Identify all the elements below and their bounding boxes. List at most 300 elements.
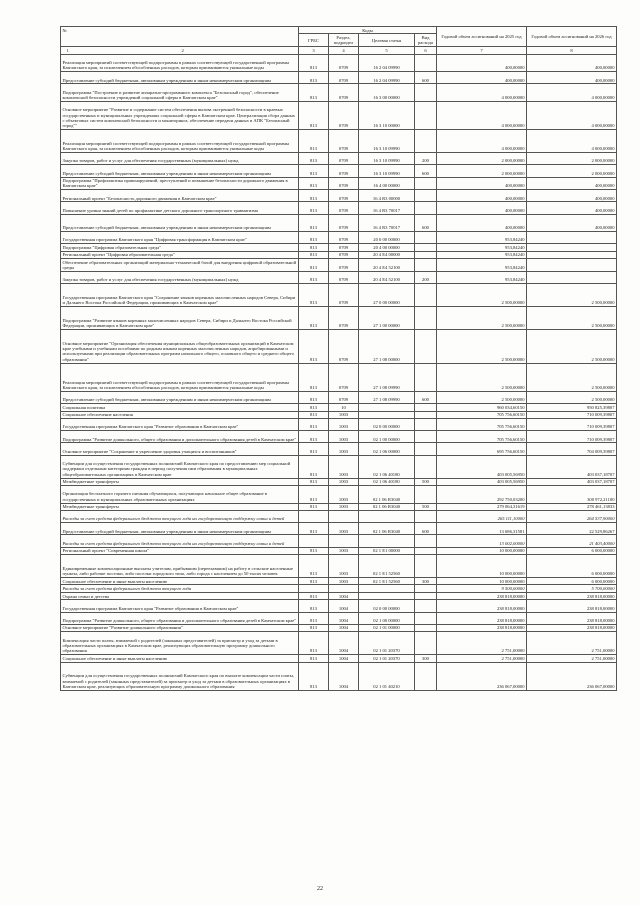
row-name: Основное мероприятие "Организация обеспечения муниципальных общеобразовательных организаций в Камчатском крае учебными и учебными пособиями по родным языкам коренных малочисленных народов, апробированными и используемыми при реализации образовательных программ начального общего, основного общего и среднего общего образования": [61, 330, 299, 364]
row-amount-2025: 2 500,00000: [437, 363, 527, 391]
row-amount-2025: 2 000,00000: [437, 153, 527, 165]
row-amount-2026: 400,00000: [527, 54, 617, 72]
row-amount-2025: 238 818,00000: [437, 592, 527, 599]
row-section: 0709: [329, 391, 359, 403]
row-amount-2025: 953,84240: [437, 251, 527, 258]
row-amount-2025: 238 818,00000: [437, 624, 527, 631]
row-section: [329, 585, 359, 592]
row-grbs: 813: [299, 411, 329, 418]
row-amount-2025: 2 500,00000: [437, 284, 527, 307]
row-name: Подпрограмма "Развитие дошкольного, общего образования и дополнительного образования детей в Камчатском крае": [61, 612, 299, 624]
table-row: [61, 523, 617, 535]
row-amount-2026: 400,00000: [527, 177, 617, 190]
row-amount-2026: 2 000,00000: [527, 153, 617, 165]
row-name: Субвенции для осуществления государственных полномочий Камчатского края по выплате компенсации части платы, взимаемой с родителей (законных представителей) за присмотр и уход за детьми в образовательных организациях в Камчатском крае, реализующих образовательную программу дошкольного образования: [61, 662, 299, 690]
row-amount-2025: 400,00000: [437, 202, 527, 214]
row-amount-2025: 705 756,60150: [437, 419, 527, 431]
row-amount-2026: 6 000,00000: [527, 547, 617, 554]
row-expense-type: [415, 363, 437, 391]
row-grbs: 813: [299, 478, 329, 485]
row-section: 0709: [329, 259, 359, 272]
row-amount-2026: 236 067,00000: [527, 662, 617, 690]
table-row: [61, 153, 617, 165]
row-grbs: 813: [299, 284, 329, 307]
budget-table: [60, 26, 617, 691]
row-grbs: 813: [299, 486, 329, 504]
row-name: Региональный проект "Цифровая образовательная среда": [61, 251, 299, 258]
table-row: [61, 419, 617, 431]
row-grbs: 813: [299, 130, 329, 153]
row-section: 0709: [329, 307, 359, 330]
row-name: Предоставление субсидий бюджетным, автономным учреждениям и иным некоммерческим организациям: [61, 72, 299, 84]
row-amount-2025: 695 756,60150: [437, 443, 527, 455]
row-section: 0709: [329, 363, 359, 391]
row-amount-2025: 953,84240: [437, 259, 527, 272]
row-grbs: 813: [299, 190, 329, 202]
row-amount-2025: 10 000,00000: [437, 547, 527, 554]
row-target-article: 16 4 R3 70017: [359, 214, 415, 232]
row-name: Социальное обеспечение и иные выплаты населению: [61, 655, 299, 662]
row-name: Реализация мероприятий соответствующей подпрограммы в рамках соответствующей государственной программы Камчатского края, за исключением обособленных расходов, которым присваиваются уникальные коды: [61, 363, 299, 391]
row-section: 0709: [329, 84, 359, 102]
row-section: 1003: [329, 523, 359, 535]
column-number-name: [61, 47, 299, 54]
row-expense-type: [415, 259, 437, 272]
row-target-article: 16 3 10 00000: [359, 101, 415, 129]
row-grbs: 813: [299, 624, 329, 631]
table-row: [61, 511, 617, 523]
row-target-article: [359, 592, 415, 599]
row-expense-type: [415, 419, 437, 431]
row-section: 0709: [329, 284, 359, 307]
header-target: Целевая статья: [359, 34, 415, 47]
header-grbs: ГРБС: [299, 34, 329, 47]
row-amount-2026: [527, 272, 617, 284]
table-row: [61, 612, 617, 624]
row-target-article: 16 3 10 09990: [359, 130, 415, 153]
row-target-article: 20 4 E4 52100: [359, 272, 415, 284]
row-grbs: 813: [299, 431, 329, 443]
row-expense-type: 600: [415, 165, 437, 177]
row-amount-2026: 2 000,00000: [527, 165, 617, 177]
table-row: [61, 478, 617, 485]
row-target-article: 02 1 01 20370: [359, 655, 415, 662]
row-amount-2026: 2 500,00000: [527, 391, 617, 403]
row-expense-type: 200: [415, 153, 437, 165]
row-section: 0709: [329, 54, 359, 72]
row-amount-2025: 236 067,00000: [437, 662, 527, 690]
row-name: Государственная программа Камчатского края "Цифровая трансформация в Камчатском крае": [61, 232, 299, 244]
table-row: [61, 486, 617, 504]
row-name: Единовременные компенсационные выплаты учителям, прибывшим (переехавшим) на работу в сельские населенные пункты, либо рабочие поселки, либо поселки городского типа, либо города с населением до 50 тысяч человек: [61, 555, 299, 578]
row-section: 1003: [329, 503, 359, 510]
row-amount-2025: 400,00000: [437, 54, 527, 72]
row-amount-2026: [527, 244, 617, 251]
row-expense-type: [415, 486, 437, 504]
row-amount-2025: 292 750,03200: [437, 486, 527, 504]
table-row: [61, 391, 617, 403]
table-row: [61, 284, 617, 307]
row-amount-2026: 238 818,00000: [527, 600, 617, 612]
row-expense-type: [415, 404, 437, 411]
table-row: [61, 555, 617, 578]
row-amount-2025: 13 686,31581: [437, 523, 527, 535]
row-target-article: 20 0 00 00000: [359, 232, 415, 244]
row-grbs: 813: [299, 600, 329, 612]
table-row: [61, 101, 617, 129]
row-expense-type: [415, 535, 437, 547]
row-grbs: 813: [299, 101, 329, 129]
row-name: Реализация мероприятий соответствующей подпрограммы в рамках соответствующей государственной программы Камчатского края, за исключением обособленных расходов, которым присваиваются уникальные коды: [61, 130, 299, 153]
row-expense-type: 600: [415, 214, 437, 232]
row-expense-type: 600: [415, 391, 437, 403]
header-section: Раздел, подраздел: [329, 34, 359, 47]
table-row: [61, 251, 617, 258]
column-number: 5: [359, 47, 415, 54]
row-grbs: 813: [299, 503, 329, 510]
row-amount-2026: 4 000,00000: [527, 101, 617, 129]
row-amount-2025: 10 000,00000: [437, 555, 527, 578]
row-target-article: 02 1 06 40180: [359, 478, 415, 485]
row-section: 1004: [329, 632, 359, 655]
row-name: Государственная программа Камчатского края "Развитие образования в Камчатском крае": [61, 419, 299, 431]
row-expense-type: [415, 431, 437, 443]
row-target-article: 27 1 08 09990: [359, 363, 415, 391]
row-target-article: 16 4 00 00000: [359, 177, 415, 190]
row-name: Субвенции для осуществления государственных полномочий Камчатского края по предоставлению мер социальной поддержки отдельным категориям граждан в период получения ими образования в муниципальных общеобразовательных организациях в Камчатском крае: [61, 455, 299, 478]
row-amount-2025: 403 005,56950: [437, 455, 527, 478]
row-name: Государственная программа Камчатского края "Развитие образования в Камчатском крае": [61, 600, 299, 612]
row-name: Подпрограмма "Цифровая образовательная среда": [61, 244, 299, 251]
row-amount-2026: 22 529,86267: [527, 523, 617, 535]
table-row: [61, 244, 617, 251]
row-section: 1003: [329, 478, 359, 485]
row-grbs: 813: [299, 455, 329, 478]
row-target-article: 02 1 00 00000: [359, 431, 415, 443]
row-target-article: 27 0 00 00000: [359, 284, 415, 307]
row-amount-2026: 238 818,00000: [527, 592, 617, 599]
table-row: [61, 632, 617, 655]
table-row: [61, 404, 617, 411]
row-expense-type: [415, 330, 437, 364]
table-body: [61, 54, 617, 690]
row-amount-2026: 710 009,39807: [527, 419, 617, 431]
row-amount-2026: 2 500,00000: [527, 307, 617, 330]
row-amount-2026: 264 537,90000: [527, 511, 617, 523]
row-target-article: 16 3 00 00000: [359, 84, 415, 102]
row-name: Предоставление субсидий бюджетным, автономным учреждениям и иным некоммерческим организациям: [61, 391, 299, 403]
table-row: [61, 655, 617, 662]
row-expense-type: [415, 54, 437, 72]
table-header-row: [61, 27, 617, 34]
row-amount-2026: 278 461,13833: [527, 503, 617, 510]
row-section: 1003: [329, 455, 359, 478]
row-section: 0709: [329, 244, 359, 251]
row-amount-2025: 2 000,00000: [437, 165, 527, 177]
row-name: Подпрограмма "Построение и развитие аппаратно-программного комплекса "Безопасный город", обеспечение комплексной безопасности учреждений социальной сферы в Камчатском крае": [61, 84, 299, 102]
row-target-article: 02 1 06 40180: [359, 455, 415, 478]
row-expense-type: [415, 232, 437, 244]
row-expense-type: [415, 547, 437, 554]
row-amount-2026: [527, 251, 617, 258]
row-grbs: 813: [299, 419, 329, 431]
row-amount-2025: 4 000,00000: [437, 84, 527, 102]
row-expense-type: [415, 624, 437, 631]
table-row: [61, 272, 617, 284]
row-grbs: 813: [299, 272, 329, 284]
row-section: 1003: [329, 577, 359, 584]
row-name: Социальное обеспечение и иные выплаты населению: [61, 577, 299, 584]
row-target-article: 02 1 06 R3040: [359, 503, 415, 510]
row-section: 0709: [329, 251, 359, 258]
row-amount-2025: 9 500,00000: [437, 585, 527, 592]
row-grbs: 813: [299, 632, 329, 655]
row-amount-2025: 238 818,00000: [437, 600, 527, 612]
table-row: [61, 455, 617, 478]
row-expense-type: 500: [415, 478, 437, 485]
row-section: 0709: [329, 177, 359, 190]
column-number: 6: [415, 47, 437, 54]
row-amount-2025: 705 756,60150: [437, 431, 527, 443]
row-section: 0709: [329, 153, 359, 165]
row-amount-2026: 238 818,00000: [527, 624, 617, 631]
table-row: [61, 232, 617, 244]
row-section: 1003: [329, 431, 359, 443]
row-section: 1003: [329, 443, 359, 455]
row-expense-type: 200: [415, 272, 437, 284]
table-row: [61, 592, 617, 599]
row-target-article: 16 4 R3 70017: [359, 202, 415, 214]
row-amount-2025: 279 064,31619: [437, 503, 527, 510]
row-name: Охрана семьи и детства: [61, 592, 299, 599]
header-2026: Годовой объем ассигнований на 2026 год: [527, 27, 617, 47]
row-grbs: 813: [299, 330, 329, 364]
row-expense-type: [415, 455, 437, 478]
row-expense-type: [415, 190, 437, 202]
table-row: [61, 547, 617, 554]
row-name: Организация бесплатного горячего питания обучающихся, получающих начальное общее образование в государственных и муниципальных образовательных организациях: [61, 486, 299, 504]
row-expense-type: 600: [415, 523, 437, 535]
row-grbs: 813: [299, 259, 329, 272]
row-grbs: 813: [299, 177, 329, 190]
row-name: Межбюджетные трансферты: [61, 478, 299, 485]
row-target-article: 02 1 01 20370: [359, 632, 415, 655]
row-amount-2025: 960 034,60150: [437, 404, 527, 411]
row-grbs: 813: [299, 404, 329, 411]
table-row: [61, 585, 617, 592]
row-amount-2026: 4 000,00000: [527, 130, 617, 153]
header-codes-group: Коды: [299, 27, 437, 34]
table-row: [61, 662, 617, 690]
row-expense-type: [415, 443, 437, 455]
row-section: 1003: [329, 486, 359, 504]
table-row: [61, 307, 617, 330]
row-target-article: 02 0 00 00000: [359, 600, 415, 612]
row-amount-2025: 400,00000: [437, 177, 527, 190]
row-section: 0709: [329, 130, 359, 153]
table-row: [61, 165, 617, 177]
row-amount-2026: 238 818,00000: [527, 612, 617, 624]
row-expense-type: 300: [415, 577, 437, 584]
row-name: Основное мероприятие "Развитие и содержание систем обеспечения вызова экстренной безопасности в краевых государственных и муниципальных учреждениях социальной сферы в Камчатском крае. Централизация сбора данных с объектовых систем комплексной безопасности и мониторинга, обеспечение передачи данных в АПК "Безопасный город"": [61, 101, 299, 129]
row-target-article: 16 3 10 09990: [359, 165, 415, 177]
row-section: 0709: [329, 101, 359, 129]
row-section: [329, 535, 359, 547]
row-name: Подпрограмма "Профилактика правонарушений, преступлений и повышение безопасности дорожного движения в Камчатском крае": [61, 177, 299, 190]
row-name: Основное мероприятие "Развитие дошкольного образования": [61, 624, 299, 631]
row-amount-2025: 705 756,60150: [437, 411, 527, 418]
column-number-row: [61, 47, 617, 54]
row-grbs: 813: [299, 54, 329, 72]
row-section: 0709: [329, 202, 359, 214]
page-number: 22: [317, 886, 323, 892]
row-expense-type: [415, 585, 437, 592]
row-expense-type: [415, 284, 437, 307]
row-amount-2025: 2 500,00000: [437, 330, 527, 364]
table-row: [61, 624, 617, 631]
row-amount-2025: 400,00000: [437, 190, 527, 202]
row-amount-2025: 2 500,00000: [437, 391, 527, 403]
table-row: [61, 84, 617, 102]
row-amount-2025: 4 000,00000: [437, 101, 527, 129]
row-name: Расходы за счет средств федерального бюджета текущего года на государственную поддержку семьи и детей: [61, 511, 299, 523]
row-section: 0709: [329, 165, 359, 177]
row-amount-2025: 403 005,56950: [437, 478, 527, 485]
row-name: Региональный проект "Безопасность дорожного движения в Камчатском крае": [61, 190, 299, 202]
column-number: 2: [181, 47, 184, 53]
row-section: 0709: [329, 330, 359, 364]
row-grbs: 813: [299, 655, 329, 662]
row-expense-type: [415, 411, 437, 418]
row-grbs: 813: [299, 577, 329, 584]
row-target-article: 27 1 08 09990: [359, 391, 415, 403]
row-amount-2026: 403 037,18707: [527, 455, 617, 478]
row-grbs: [299, 511, 329, 523]
row-grbs: 813: [299, 391, 329, 403]
table-row: [61, 443, 617, 455]
row-expense-type: [415, 632, 437, 655]
row-amount-2026: 2 500,00000: [527, 363, 617, 391]
row-amount-2026: 704 009,39807: [527, 443, 617, 455]
row-section: 1004: [329, 600, 359, 612]
row-amount-2026: 21 403,40000: [527, 535, 617, 547]
row-name: Закупка товаров, работ и услуг для обеспечения государственных (муниципальных) нужд: [61, 272, 299, 284]
row-section: 0709: [329, 232, 359, 244]
row-name: Реализация мероприятий соответствующей подпрограммы в рамках соответствующей государственной программы Камчатского края, за исключением обособленных расходов, которым присваиваются уникальные коды: [61, 54, 299, 72]
row-name: Межбюджетные трансферты: [61, 503, 299, 510]
row-target-article: 20 4 E4 00000: [359, 251, 415, 258]
row-section: 1003: [329, 419, 359, 431]
row-name: Социальная политика: [61, 404, 299, 411]
row-target-article: 02 1 06 R3040: [359, 523, 415, 535]
row-amount-2025: 13 002,00000: [437, 535, 527, 547]
row-expense-type: [415, 84, 437, 102]
table-row: [61, 259, 617, 272]
row-name: Региональный проект "Современная школа": [61, 547, 299, 554]
row-grbs: 813: [299, 84, 329, 102]
row-grbs: 813: [299, 153, 329, 165]
column-number: 8: [527, 47, 617, 54]
row-amount-2026: 300 972,21100: [527, 486, 617, 504]
row-section: 1003: [329, 547, 359, 554]
row-amount-2026: 2 500,00000: [527, 330, 617, 364]
row-amount-2026: [527, 232, 617, 244]
row-name: Повышение уровня знаний детей по профилактике детского дорожного транспортного травматизма: [61, 202, 299, 214]
row-target-article: 16 3 10 09990: [359, 153, 415, 165]
row-grbs: 813: [299, 214, 329, 232]
row-section: 0709: [329, 272, 359, 284]
table-row: [61, 330, 617, 364]
row-expense-type: [415, 662, 437, 690]
row-target-article: [359, 535, 415, 547]
row-amount-2025: 265 111,10000: [437, 511, 527, 523]
row-target-article: 02 1 E1 52560: [359, 555, 415, 578]
row-target-article: [359, 585, 415, 592]
row-amount-2026: 400,00000: [527, 72, 617, 84]
row-expense-type: 500: [415, 503, 437, 510]
header-name: №: [61, 27, 299, 47]
row-target-article: 02 1 E1 00000: [359, 547, 415, 554]
row-section: 1004: [329, 655, 359, 662]
row-amount-2026: 400,00000: [527, 190, 617, 202]
row-grbs: 813: [299, 662, 329, 690]
row-amount-2025: 953,84240: [437, 272, 527, 284]
row-amount-2025: 238 818,00000: [437, 612, 527, 624]
row-target-article: 16 4 R3 00000: [359, 190, 415, 202]
row-amount-2025: 2 751,00000: [437, 655, 527, 662]
row-section: 1003: [329, 411, 359, 418]
header-exp: Вид расхода: [415, 34, 437, 47]
row-name: Компенсация части платы, взимаемой с родителей (законных представителей) за присмотр и уход за детьми в образовательных организациях в Камчатском крае, реализующих образовательную программу дошкольного образования: [61, 632, 299, 655]
row-amount-2026: 4 000,00000: [527, 84, 617, 102]
row-expense-type: [415, 600, 437, 612]
row-name: Государственная программа Камчатского края "Сохранение языков коренных малочисленных народов Севера, Сибири и Дальнего Востока Российской Федерации, проживающих в Камчатском крае": [61, 284, 299, 307]
row-expense-type: 600: [415, 72, 437, 84]
table-row: [61, 130, 617, 153]
row-grbs: 813: [299, 523, 329, 535]
column-number: 3: [299, 47, 329, 54]
row-section: 10: [329, 404, 359, 411]
table-row: [61, 600, 617, 612]
row-amount-2026: 400,00000: [527, 214, 617, 232]
row-name: Подпрограмма "Развитие языков коренных малочисленных народов Севера, Сибири и Дальнего Востока Российской Федерации, проживающих в Камчатском крае": [61, 307, 299, 330]
row-grbs: 813: [299, 244, 329, 251]
row-amount-2026: 950 825,39807: [527, 404, 617, 411]
row-grbs: 813: [299, 251, 329, 258]
row-amount-2026: 400,00000: [527, 202, 617, 214]
row-name: Расходы за счет средств федерального бюджета текущего года: [61, 585, 299, 592]
table-row: [61, 72, 617, 84]
table-row: [61, 535, 617, 547]
row-grbs: 813: [299, 612, 329, 624]
row-name: Закупка товаров, работ и услуг для обеспечения государственных (муниципальных) нужд: [61, 153, 299, 165]
row-target-article: 20 4 E4 52100: [359, 259, 415, 272]
row-grbs: 813: [299, 547, 329, 554]
row-amount-2026: 710 009,39807: [527, 431, 617, 443]
row-amount-2026: 6 000,00000: [527, 555, 617, 578]
table-row: [61, 54, 617, 72]
header-2025: Годовой объем ассигнований на 2025 год: [437, 27, 527, 47]
row-grbs: 813: [299, 363, 329, 391]
row-target-article: 20 4 00 00000: [359, 244, 415, 251]
table-row: [61, 431, 617, 443]
row-amount-2025: 2 500,00000: [437, 307, 527, 330]
row-section: 1004: [329, 624, 359, 631]
row-section: 1003: [329, 555, 359, 578]
row-amount-2026: 403 037,18707: [527, 478, 617, 485]
row-name: Социальное обеспечение населения: [61, 411, 299, 418]
column-number: 7: [437, 47, 527, 54]
